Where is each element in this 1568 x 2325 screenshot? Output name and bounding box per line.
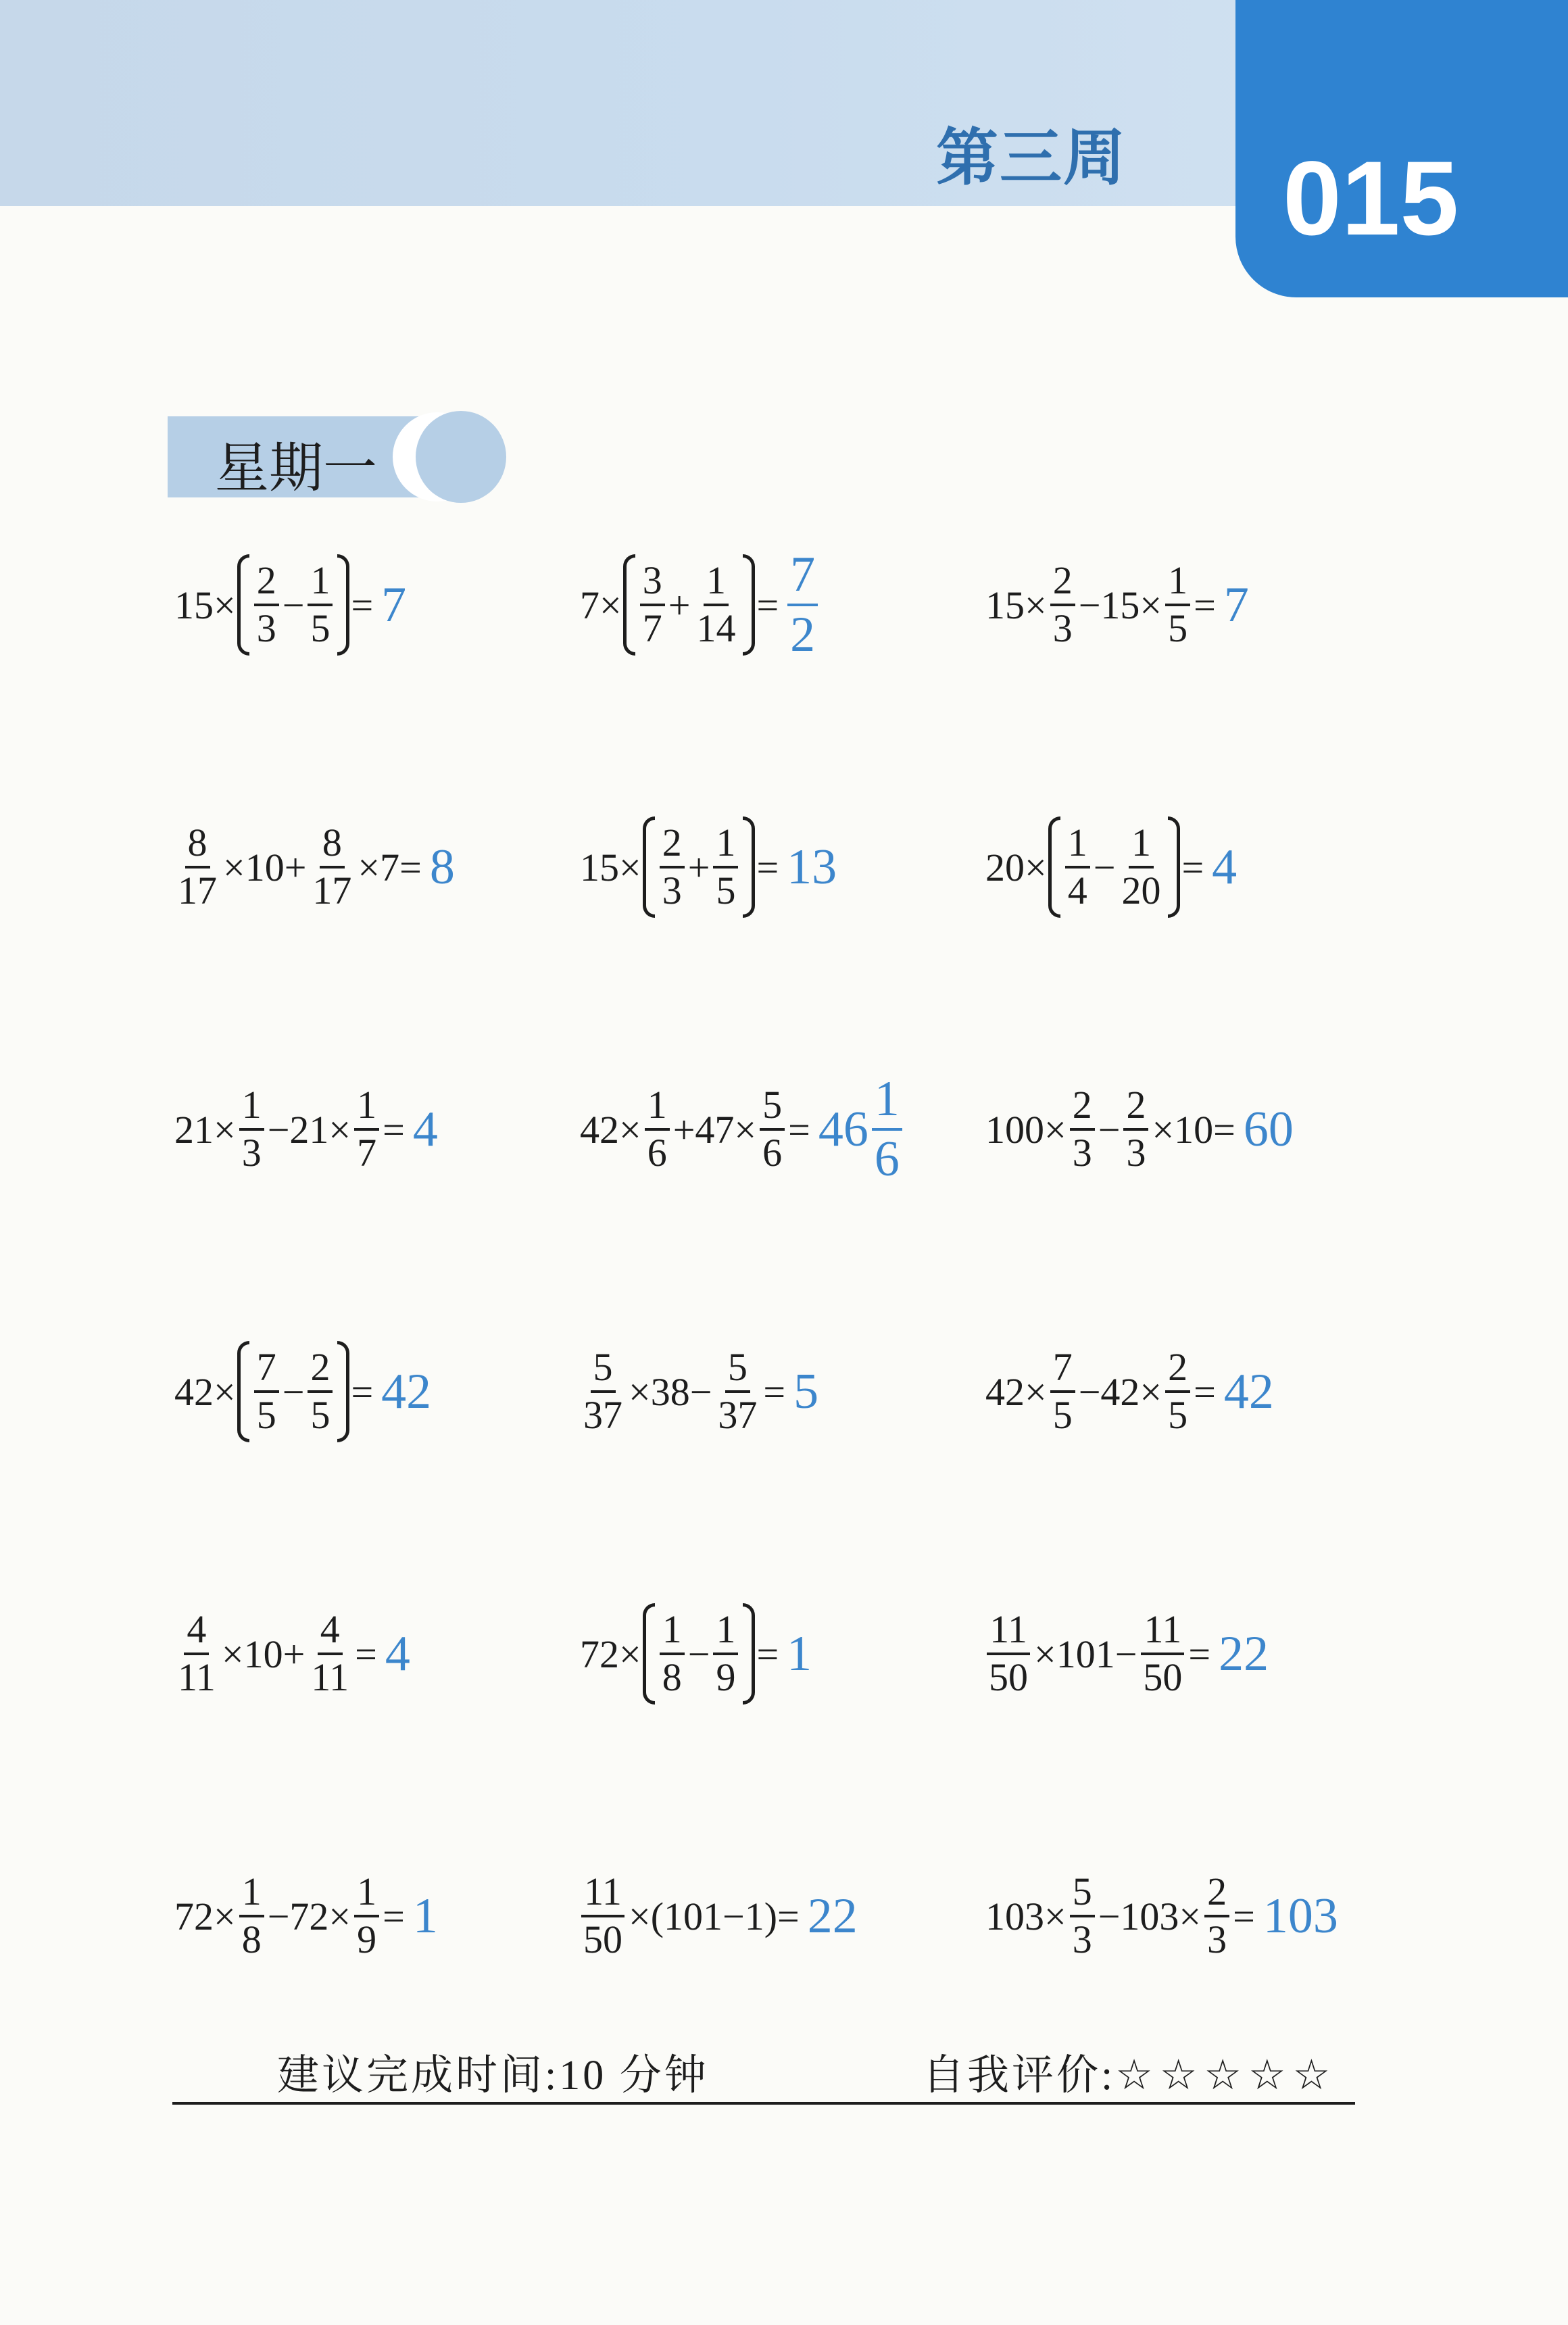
numerator: 7 <box>254 1345 279 1393</box>
numerator: 3 <box>640 558 665 606</box>
paren-inner <box>252 1345 335 1438</box>
expr-text: = <box>788 1107 810 1152</box>
self-evaluation <box>923 2041 1337 2101</box>
problem-expression <box>984 1083 1237 1175</box>
fraction <box>308 1607 351 1700</box>
fraction <box>715 1345 760 1438</box>
denominator: 14 <box>696 606 736 650</box>
expr-text: −15× <box>1078 583 1162 627</box>
denominator: 6 <box>874 1131 900 1187</box>
problem-expression <box>579 1603 780 1705</box>
fraction <box>239 1869 264 1962</box>
numerator: 7 <box>1050 1345 1075 1393</box>
expr-text: = <box>355 1632 377 1676</box>
numerator: 1 <box>1129 821 1154 868</box>
problem-expression <box>579 1869 801 1962</box>
problem-r4c2 <box>579 1327 984 1456</box>
expr-text: −42× <box>1078 1369 1162 1414</box>
denominator: 50 <box>583 1917 622 1961</box>
left-paren <box>623 554 635 656</box>
denominator: 20 <box>1121 868 1161 912</box>
expr-text: 42× <box>580 1107 641 1152</box>
handwritten-answer <box>1262 1888 1340 1945</box>
handwritten-answer <box>384 1625 412 1683</box>
problem-r6c2 <box>579 1852 984 1980</box>
expr-text: = <box>1181 845 1204 889</box>
fraction <box>645 1083 670 1175</box>
expr-text: 15× <box>580 845 641 889</box>
numerator: 5 <box>725 1345 750 1393</box>
expr-text: = <box>1194 1369 1216 1414</box>
fraction <box>175 1607 218 1700</box>
denominator: 50 <box>989 1655 1028 1699</box>
self-eval-label: 自我评价: <box>923 2053 1116 2099</box>
expr-text: −72× <box>267 1894 351 1938</box>
problem-expression <box>173 1607 378 1700</box>
expr-text: 72× <box>580 1632 641 1676</box>
denominator: 11 <box>178 1655 216 1699</box>
fraction <box>581 1869 625 1962</box>
denominator: 5 <box>716 868 736 912</box>
problem-expression <box>984 1345 1217 1438</box>
problem-r2c2 <box>579 803 984 931</box>
expr-text: 7× <box>580 583 622 627</box>
denominator: 7 <box>642 606 662 650</box>
problem-expression <box>984 1607 1212 1700</box>
left-paren <box>643 816 655 918</box>
numerator: 8 <box>185 821 210 868</box>
fraction <box>660 1607 685 1700</box>
problem-expression <box>173 554 374 656</box>
numerator: 1 <box>1065 821 1090 868</box>
paren-inner <box>638 558 741 651</box>
expr-text: 42× <box>174 1369 236 1414</box>
numerator: 2 <box>1050 558 1075 606</box>
denominator: 5 <box>256 1393 276 1437</box>
fraction <box>354 1083 379 1175</box>
numerator: 2 <box>308 1345 333 1393</box>
star-rating[interactable]: ☆☆☆☆☆ <box>1115 2053 1338 2099</box>
expr-text: 4 <box>1212 839 1238 895</box>
expr-text: 7 <box>381 577 407 633</box>
numerator: 5 <box>591 1345 616 1393</box>
problem-grid <box>173 541 1457 2114</box>
handwritten-answer <box>380 577 408 634</box>
denominator: 5 <box>1168 606 1188 650</box>
handwritten-answer <box>1217 1625 1270 1683</box>
fraction <box>1204 1869 1229 1962</box>
parenthesized-group <box>643 816 756 918</box>
fraction <box>986 1607 1031 1700</box>
problem-expression <box>173 1083 406 1175</box>
numerator: 8 <box>320 821 345 868</box>
fraction <box>354 1869 379 1962</box>
denominator: 3 <box>662 868 682 912</box>
expr-text: = <box>1233 1894 1255 1938</box>
handwritten-answer <box>412 1101 439 1158</box>
fraction <box>239 1083 264 1175</box>
problem-expression <box>579 1083 812 1175</box>
problem-expression <box>984 816 1205 918</box>
parenthesized-group <box>643 1603 756 1705</box>
expr-text: = <box>351 583 374 627</box>
denominator: 7 <box>357 1131 377 1175</box>
fraction <box>787 546 818 664</box>
handwritten-answer <box>785 839 838 896</box>
fraction <box>1165 1345 1190 1438</box>
expr-text: = <box>756 583 779 627</box>
right-paren <box>337 1341 349 1442</box>
handwritten-answer <box>785 1625 813 1683</box>
fraction <box>254 558 279 651</box>
numerator: 11 <box>987 1607 1030 1655</box>
expr-text: − <box>687 1632 710 1676</box>
expr-text: 46 <box>818 1101 868 1157</box>
expr-text: 7 <box>1223 577 1249 633</box>
denominator: 5 <box>310 606 330 650</box>
expr-text: 15× <box>174 583 236 627</box>
expr-text: 22 <box>1219 1625 1269 1682</box>
denominator: 9 <box>716 1655 736 1699</box>
expr-text: 4 <box>385 1625 410 1682</box>
fraction <box>308 558 333 651</box>
fraction <box>660 821 685 913</box>
denominator: 3 <box>1126 1131 1146 1175</box>
fraction <box>1165 558 1190 651</box>
problem-r1c1 <box>173 541 579 669</box>
problem-r2c1 <box>173 803 579 931</box>
numerator: 7 <box>787 546 818 606</box>
problem-r5c1 <box>173 1590 579 1718</box>
denominator: 3 <box>1052 606 1073 650</box>
expr-text: 42 <box>1223 1363 1274 1419</box>
denominator: 2 <box>790 607 816 662</box>
expr-text: +47× <box>672 1107 757 1152</box>
parenthesized-group <box>237 554 350 656</box>
fraction <box>1119 821 1163 913</box>
fraction <box>1065 821 1090 913</box>
week-title: 第三周 <box>936 124 1127 193</box>
expr-text: 42× <box>985 1369 1047 1414</box>
problem-r3c3 <box>984 1065 1457 1194</box>
denominator: 11 <box>311 1655 349 1699</box>
numerator: 2 <box>1165 1345 1190 1393</box>
expr-text: 103× <box>985 1894 1067 1938</box>
expr-text: − <box>1093 845 1116 889</box>
expr-text: 1 <box>412 1888 438 1944</box>
expr-text: 72× <box>174 1894 236 1938</box>
numerator: 5 <box>760 1083 785 1131</box>
problem-expression <box>579 816 780 918</box>
expr-text: ×101− <box>1034 1632 1137 1676</box>
numerator: 2 <box>1204 1869 1229 1917</box>
handwritten-answer <box>785 546 820 664</box>
expr-text: ×10= <box>1152 1107 1235 1152</box>
fraction <box>1070 1083 1095 1175</box>
parenthesized-group <box>237 1341 350 1442</box>
problem-expression <box>984 1869 1256 1962</box>
problem-r5c3 <box>984 1590 1457 1718</box>
handwritten-answer <box>412 1888 439 1945</box>
right-paren <box>1168 816 1180 918</box>
fraction <box>310 821 354 913</box>
expr-text: −103× <box>1098 1894 1202 1938</box>
expr-text: −21× <box>267 1107 351 1152</box>
parenthesized-group <box>1048 816 1181 918</box>
denominator: 8 <box>662 1655 682 1699</box>
expr-text: − <box>282 583 305 627</box>
fraction <box>1050 1345 1075 1438</box>
expr-text: 15× <box>985 583 1047 627</box>
expr-text: 8 <box>429 839 455 895</box>
problem-expression <box>173 1341 374 1442</box>
denominator: 6 <box>762 1131 783 1175</box>
problem-r6c1 <box>173 1852 579 1980</box>
left-paren <box>237 554 249 656</box>
expr-text: ×10+ <box>223 845 307 889</box>
problem-r4c1 <box>173 1327 579 1456</box>
expr-text: 4 <box>412 1101 438 1157</box>
expr-text: − <box>282 1369 305 1414</box>
expr-text: − <box>1098 1107 1121 1152</box>
problem-expression <box>173 1869 406 1962</box>
problem-r5c2 <box>579 1590 984 1718</box>
handwritten-answer <box>792 1363 820 1421</box>
fraction <box>308 1345 333 1438</box>
right-paren <box>743 554 755 656</box>
numerator: 2 <box>660 821 685 868</box>
expr-text: = <box>756 1632 779 1676</box>
left-paren <box>237 1341 249 1442</box>
numerator: 1 <box>308 558 333 606</box>
numerator: 1 <box>660 1607 685 1655</box>
numerator: 1 <box>645 1083 670 1131</box>
problem-expression <box>579 1345 787 1438</box>
numerator: 1 <box>239 1083 264 1131</box>
numerator: 1 <box>1165 558 1190 606</box>
numerator: 1 <box>354 1083 379 1131</box>
expr-text: + <box>687 845 710 889</box>
expr-text: 103 <box>1263 1888 1338 1944</box>
page-number: 015 <box>1283 140 1459 258</box>
day-label <box>168 416 482 497</box>
fraction <box>713 1607 738 1700</box>
crescent-moon-icon <box>393 412 482 501</box>
numerator: 2 <box>254 558 279 606</box>
fraction <box>254 1345 279 1438</box>
footer-divider <box>172 2102 1355 2105</box>
numerator: 11 <box>1141 1607 1184 1655</box>
fraction <box>872 1071 902 1188</box>
denominator: 3 <box>1072 1917 1092 1961</box>
expr-text: ×(101−1)= <box>629 1894 800 1938</box>
denominator: 50 <box>1143 1655 1183 1699</box>
problem-expression <box>579 554 780 656</box>
denominator: 37 <box>583 1393 622 1437</box>
numerator: 1 <box>872 1071 902 1131</box>
denominator: 3 <box>1072 1131 1092 1175</box>
paren-inner <box>252 558 335 651</box>
suggested-time: 建议完成时间:10 分钟 <box>277 2053 709 2099</box>
denominator: 17 <box>312 868 352 912</box>
handwritten-answer <box>1210 839 1238 896</box>
numerator: 5 <box>1070 1869 1095 1917</box>
expr-text: ×7= <box>358 845 422 889</box>
expr-text: = <box>351 1369 374 1414</box>
expr-text: ×38− <box>629 1369 712 1414</box>
denominator: 5 <box>1168 1393 1188 1437</box>
problem-r2c3 <box>984 803 1457 931</box>
denominator: 37 <box>718 1393 758 1437</box>
denominator: 5 <box>310 1393 330 1437</box>
handwritten-answer <box>1223 1363 1275 1421</box>
fraction <box>1050 558 1075 651</box>
problem-r3c2 <box>579 1065 984 1194</box>
expr-text: = <box>1194 583 1216 627</box>
expr-text: 22 <box>807 1888 858 1944</box>
right-paren <box>743 1603 755 1705</box>
denominator: 3 <box>241 1131 262 1175</box>
expr-text: 1 <box>787 1625 812 1682</box>
denominator: 9 <box>357 1917 377 1961</box>
fraction <box>1140 1607 1185 1700</box>
fraction <box>713 821 738 913</box>
numerator: 1 <box>704 558 729 606</box>
fraction <box>760 1083 785 1175</box>
problem-r4c3 <box>984 1327 1457 1456</box>
expr-text: 21× <box>174 1107 236 1152</box>
numerator: 11 <box>581 1869 624 1917</box>
denominator: 17 <box>178 868 217 912</box>
expr-text: = <box>763 1369 786 1414</box>
problem-r6c3 <box>984 1852 1457 1980</box>
fraction <box>581 1345 625 1438</box>
expr-text: = <box>383 1107 405 1152</box>
denominator: 3 <box>256 606 276 650</box>
day-label-text: 星期一 <box>215 438 377 498</box>
problem-r1c2 <box>579 541 984 669</box>
handwritten-answer <box>817 1071 904 1188</box>
numerator: 1 <box>713 1607 738 1655</box>
denominator: 4 <box>1067 868 1087 912</box>
fraction <box>640 558 665 651</box>
right-paren <box>337 554 349 656</box>
denominator: 8 <box>241 1917 262 1961</box>
expr-text: 20× <box>985 845 1047 889</box>
expr-text: 60 <box>1243 1101 1294 1157</box>
handwritten-answer <box>1242 1101 1295 1158</box>
expr-text: + <box>668 583 691 627</box>
problem-r1c3 <box>984 541 1457 669</box>
handwritten-answer <box>380 1363 433 1421</box>
expr-text: 5 <box>793 1363 819 1419</box>
expr-text: = <box>383 1894 405 1938</box>
expr-text: = <box>1188 1632 1211 1676</box>
numerator: 1 <box>239 1869 264 1917</box>
problem-expression <box>173 821 423 913</box>
numerator: 2 <box>1123 1083 1148 1131</box>
expr-text: 42 <box>381 1363 432 1419</box>
numerator: 2 <box>1070 1083 1095 1131</box>
problem-r3c1 <box>173 1065 579 1194</box>
expr-text: ×10+ <box>221 1632 305 1676</box>
paren-inner <box>658 821 741 913</box>
fraction <box>693 558 738 651</box>
denominator: 3 <box>1207 1917 1227 1961</box>
handwritten-answer <box>806 1888 859 1945</box>
fraction <box>1070 1869 1095 1962</box>
problem-expression <box>984 558 1217 651</box>
expr-text: 13 <box>787 839 837 895</box>
parenthesized-group <box>623 554 756 656</box>
handwritten-answer <box>1223 577 1250 634</box>
handwritten-answer <box>428 839 456 896</box>
numerator: 1 <box>713 821 738 868</box>
numerator: 4 <box>318 1607 343 1655</box>
left-paren <box>1048 816 1060 918</box>
fraction <box>175 821 220 913</box>
expr-text: 100× <box>985 1107 1067 1152</box>
numerator: 1 <box>354 1869 379 1917</box>
paren-inner <box>1063 821 1166 913</box>
fraction <box>1123 1083 1148 1175</box>
denominator: 5 <box>1052 1393 1073 1437</box>
right-paren <box>743 816 755 918</box>
expr-text: = <box>756 845 779 889</box>
numerator: 4 <box>184 1607 209 1655</box>
paren-inner <box>658 1607 741 1700</box>
left-paren <box>643 1603 655 1705</box>
denominator: 6 <box>647 1131 667 1175</box>
